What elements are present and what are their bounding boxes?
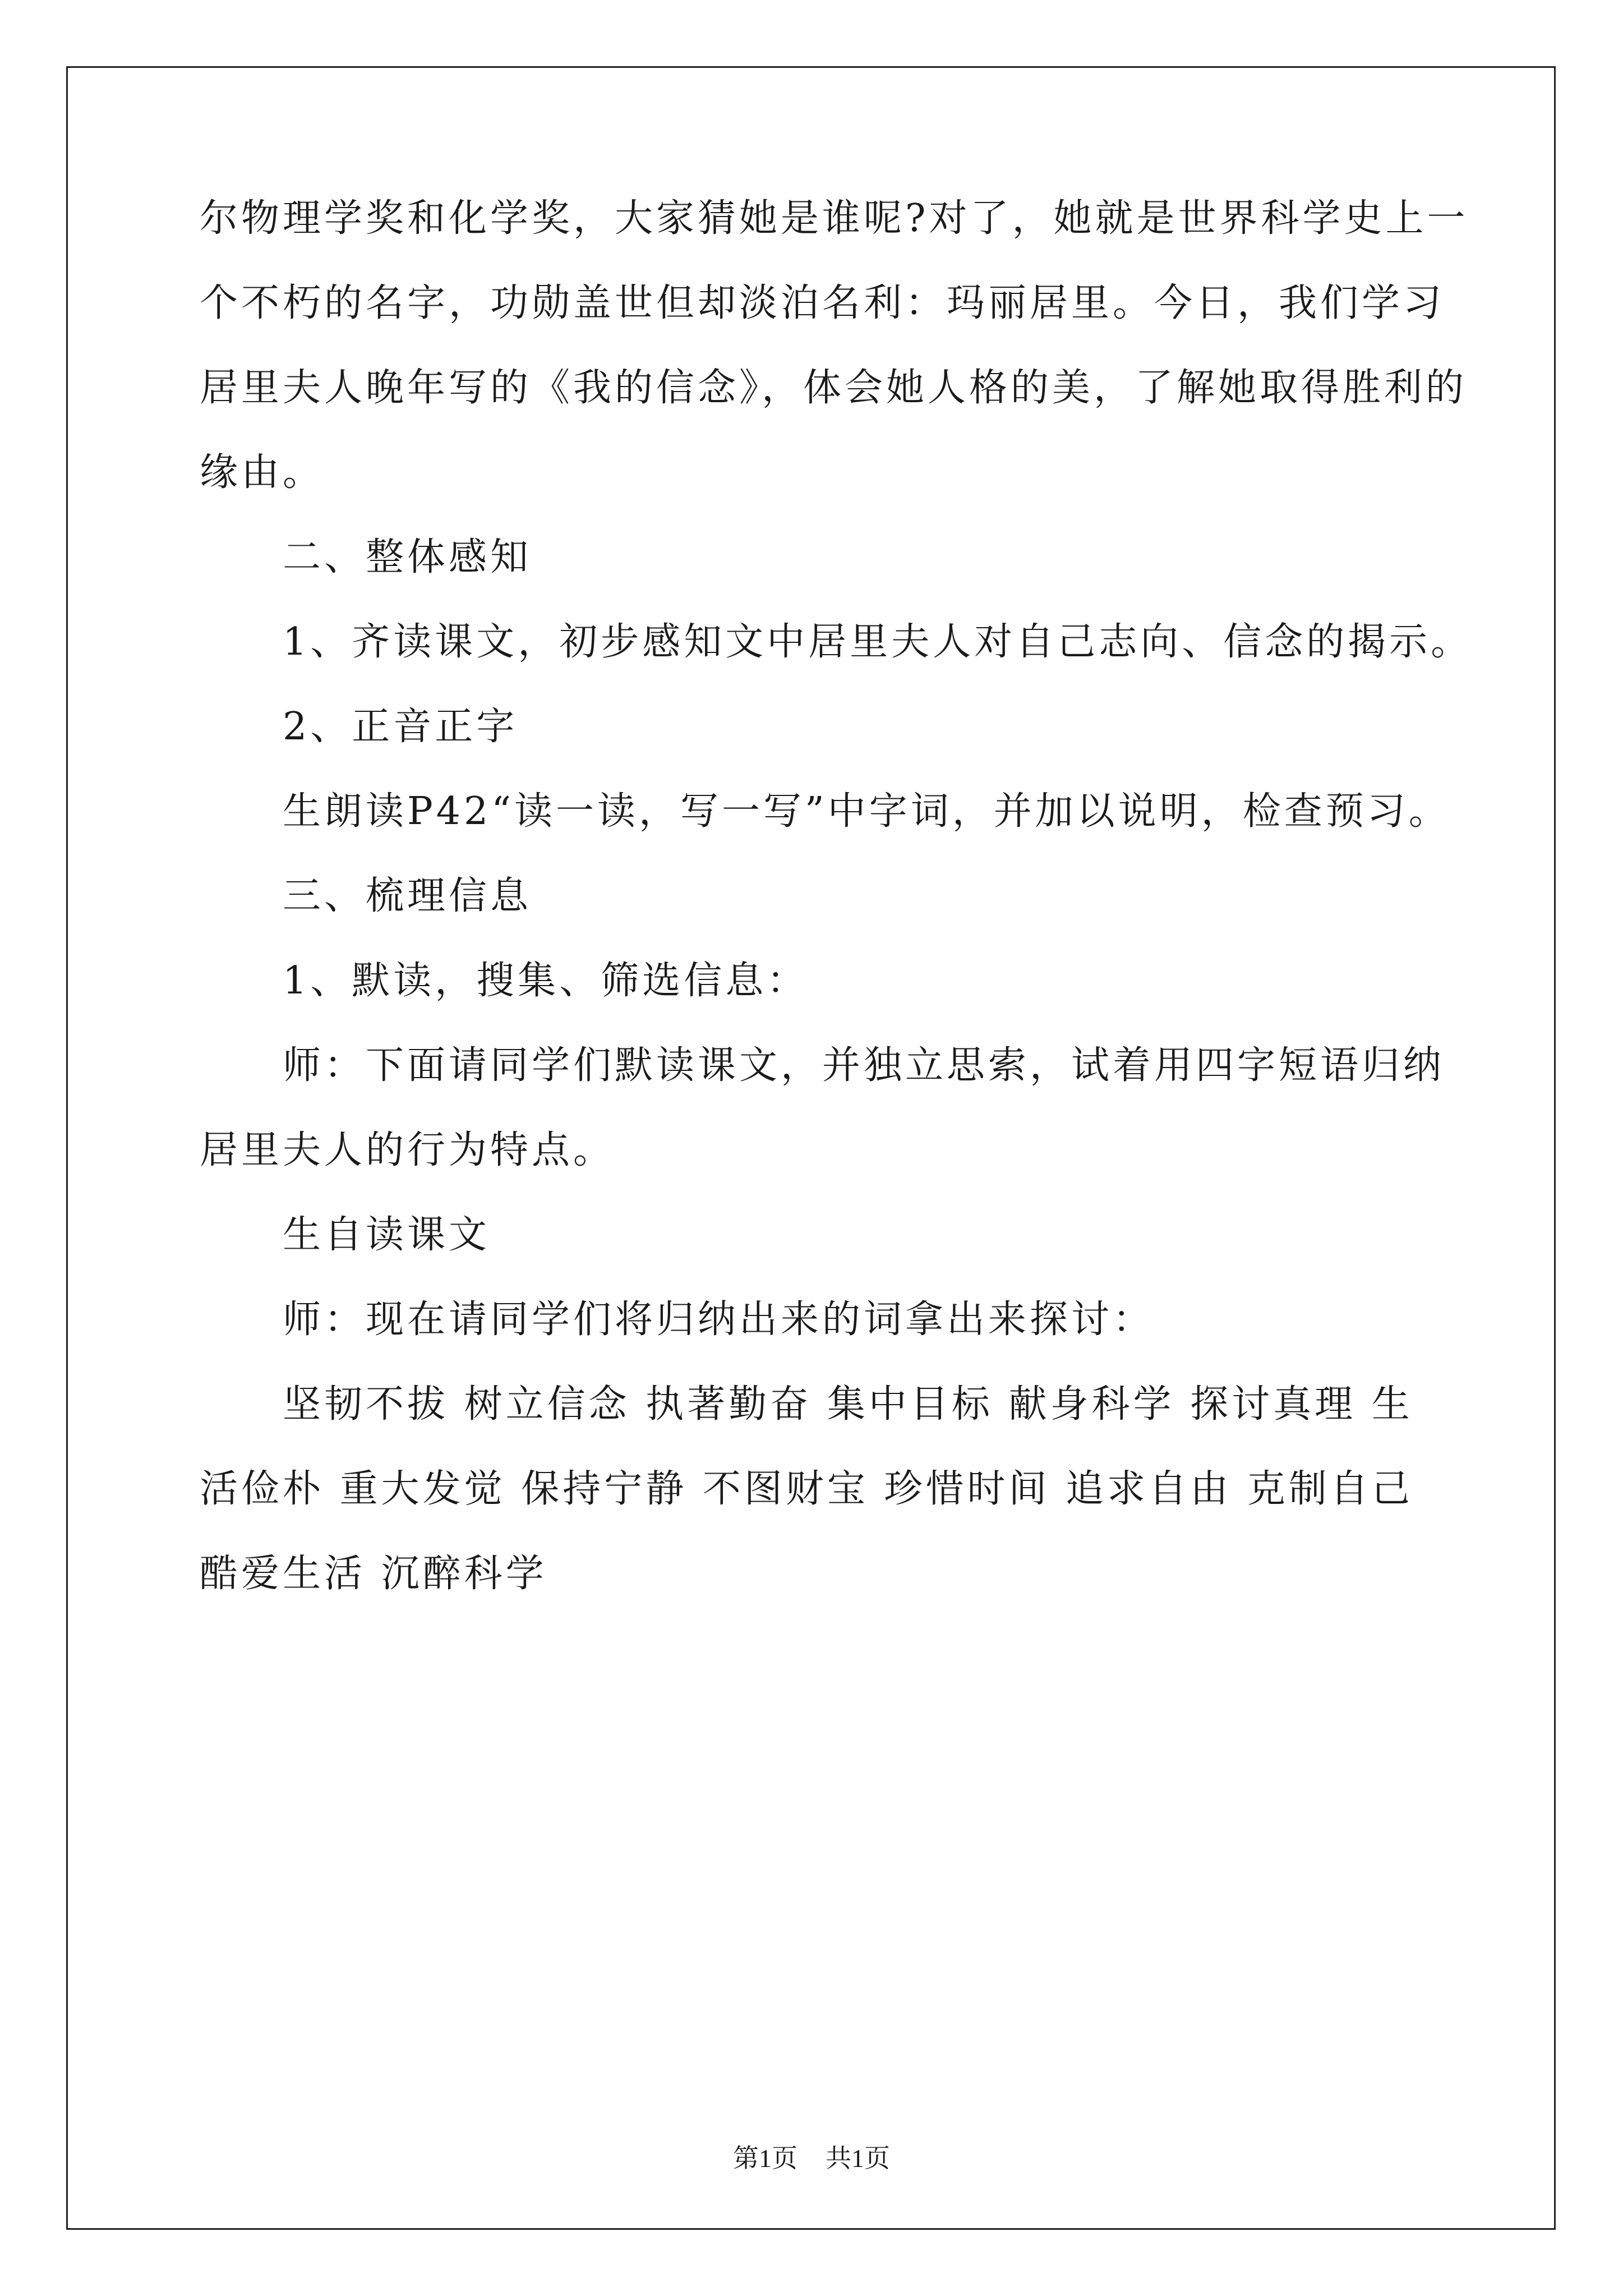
section-heading-overall: 二、整体感知 xyxy=(283,535,532,579)
text-line-11: 师：下面请同学们默读课文，并独立思索，试着用四字短语归纳 xyxy=(283,1043,1445,1088)
section-heading-info: 三、梳理信息 xyxy=(283,874,532,918)
text-line-16: 活俭朴 重大发觉 保持宁静 不图财宝 珍惜时间 追求自由 克制自己 xyxy=(200,1467,1413,1511)
text-line-13: 生自读课文 xyxy=(283,1213,491,1257)
text-line-15: 坚韧不拔 树立信念 执著勤奋 集中目标 献身科学 探讨真理 生 xyxy=(283,1382,1413,1427)
text-line-12: 居里夫人的行为特点。 xyxy=(200,1128,615,1172)
document-body xyxy=(200,196,1473,1637)
text-line-1: 尔物理学奖和化学奖，大家猜她是谁呢?对了，她就是世界科学史上一 xyxy=(200,196,1469,241)
text-line-8: 生朗读P42“读一读，写一写”中字词，并加以说明，检查预习。 xyxy=(283,789,1450,834)
page-number: 第1页 xyxy=(733,2144,797,2173)
text-line-6: 1、齐读课文，初步感知文中居里夫人对自己志向、信念的揭示。 xyxy=(283,620,1473,664)
text-line-10: 1、默读，搜集、筛选信息： xyxy=(283,959,809,1003)
text-line-3: 居里夫人晚年写的《我的信念》，体会她人格的美，了解她取得胜利的 xyxy=(200,366,1468,410)
page-footer xyxy=(0,2142,1623,2175)
text-line-7: 2、正音正字 xyxy=(283,705,518,749)
text-line-17: 酷爱生活 沉醉科学 xyxy=(200,1552,547,1596)
text-line-14: 师：现在请同学们将归纳出来的词拿出来探讨： xyxy=(283,1297,1155,1342)
text-line-2: 个不朽的名字，功勋盖世但却淡泊名利：玛丽居里。今日，我们学习 xyxy=(200,281,1445,325)
text-line-4: 缘由。 xyxy=(200,450,325,495)
page-total: 共1页 xyxy=(826,2144,890,2173)
